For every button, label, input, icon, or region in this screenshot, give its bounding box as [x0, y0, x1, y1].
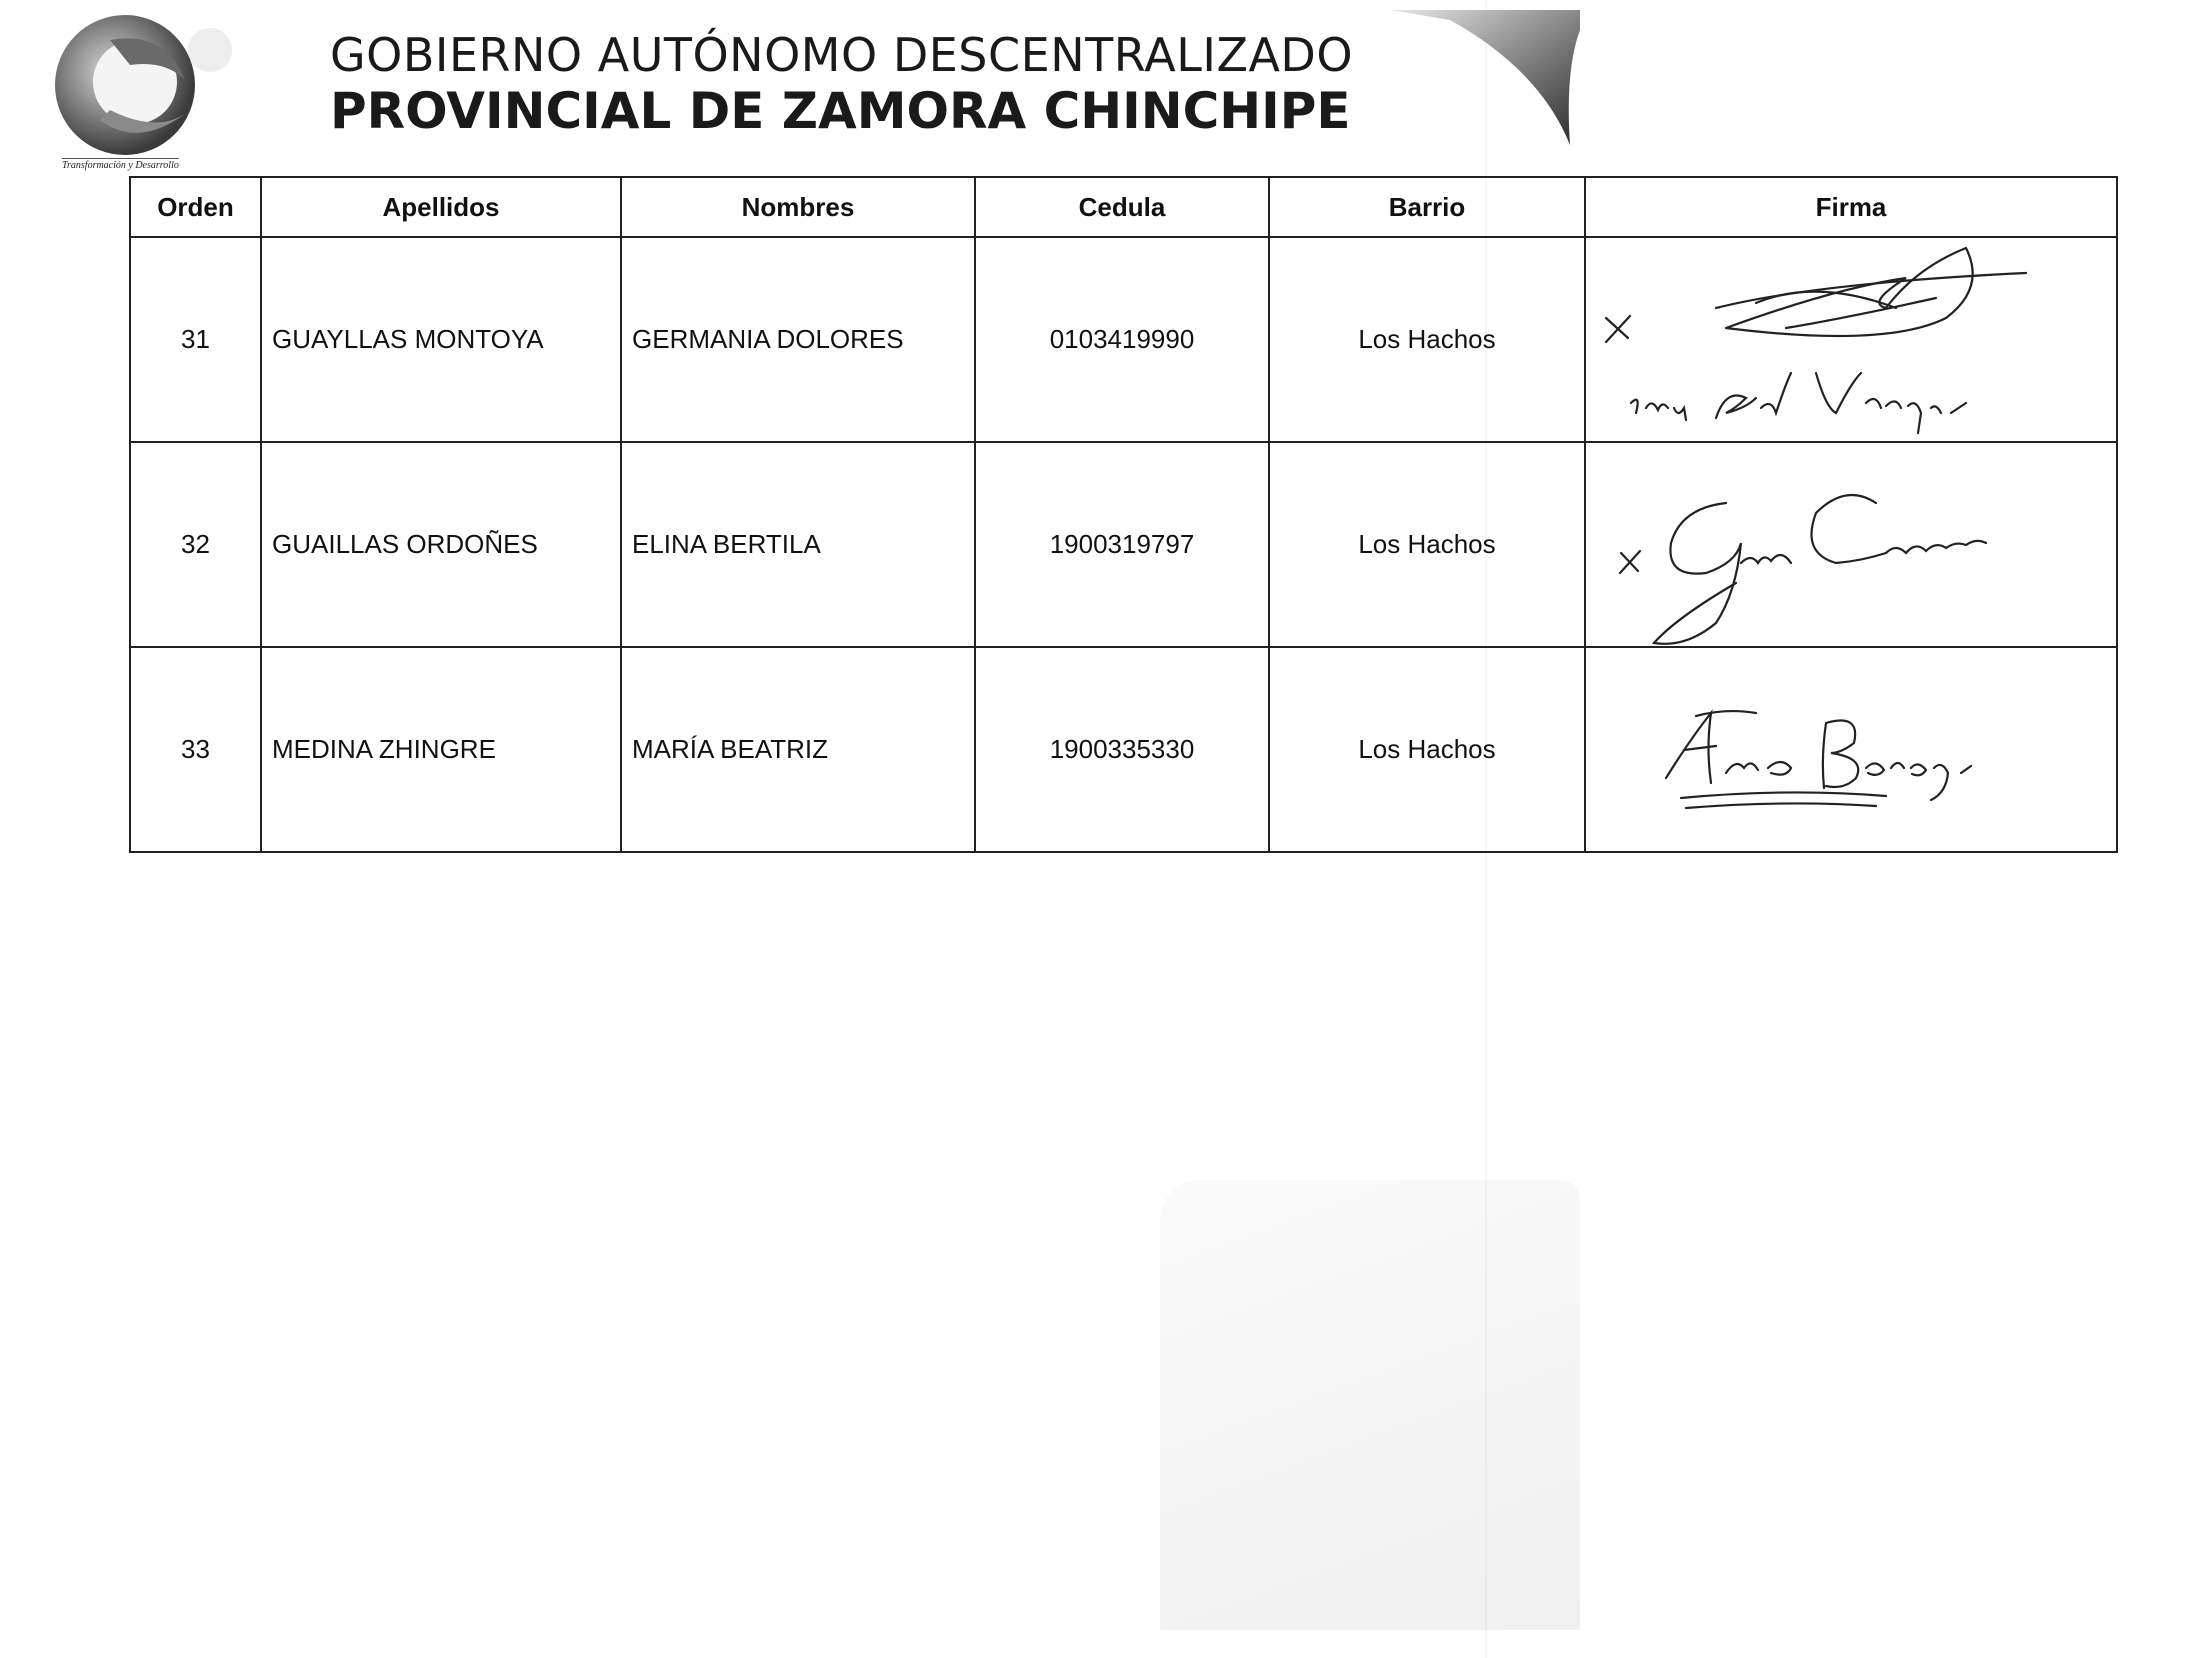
watermark-shape [1160, 1180, 1580, 1630]
swoosh-graphic [1390, 10, 1580, 150]
attendance-table [129, 176, 2118, 853]
column-header-firma: Firma [1585, 177, 2117, 237]
cell-cedula: 1900335330 [975, 647, 1269, 852]
cell-firma [1585, 237, 2117, 442]
cell-firma [1585, 442, 2117, 647]
cell-cedula: 1900319797 [975, 442, 1269, 647]
cell-cedula: 0103419990 [975, 237, 1269, 442]
header-title-line1: GOBIERNO AUTÓNOMO DESCENTRALIZADO [330, 28, 1354, 82]
table-row [130, 647, 2117, 852]
column-header-nombres: Nombres [621, 177, 975, 237]
header-title-line2: PROVINCIAL DE ZAMORA CHINCHIPE [330, 82, 1351, 140]
cell-orden: 31 [130, 237, 261, 442]
column-header-cedula: Cedula [975, 177, 1269, 237]
cell-apellidos: GUAYLLAS MONTOYA [261, 237, 621, 442]
column-header-barrio: Barrio [1269, 177, 1585, 237]
handwritten-signature [1586, 618, 2118, 878]
government-logo-icon [40, 10, 240, 180]
cell-barrio: Los Hachos [1269, 442, 1585, 647]
cell-nombres: ELINA BERTILA [621, 442, 975, 647]
logo-caption: Transformación y Desarrollo [62, 160, 179, 171]
cell-firma [1585, 647, 2117, 852]
cell-orden: 33 [130, 647, 261, 852]
cell-apellidos: GUAILLAS ORDOÑES [261, 442, 621, 647]
cell-nombres: GERMANIA DOLORES [621, 237, 975, 442]
column-header-apellidos: Apellidos [261, 177, 621, 237]
cell-barrio: Los Hachos [1269, 647, 1585, 852]
cell-orden: 32 [130, 442, 261, 647]
cell-apellidos: MEDINA ZHINGRE [261, 647, 621, 852]
column-header-orden: Orden [130, 177, 261, 237]
cell-barrio: Los Hachos [1269, 237, 1585, 442]
letterhead [0, 0, 2200, 185]
table-row [130, 442, 2117, 647]
table-row [130, 237, 2117, 442]
cell-nombres: MARÍA BEATRIZ [621, 647, 975, 852]
